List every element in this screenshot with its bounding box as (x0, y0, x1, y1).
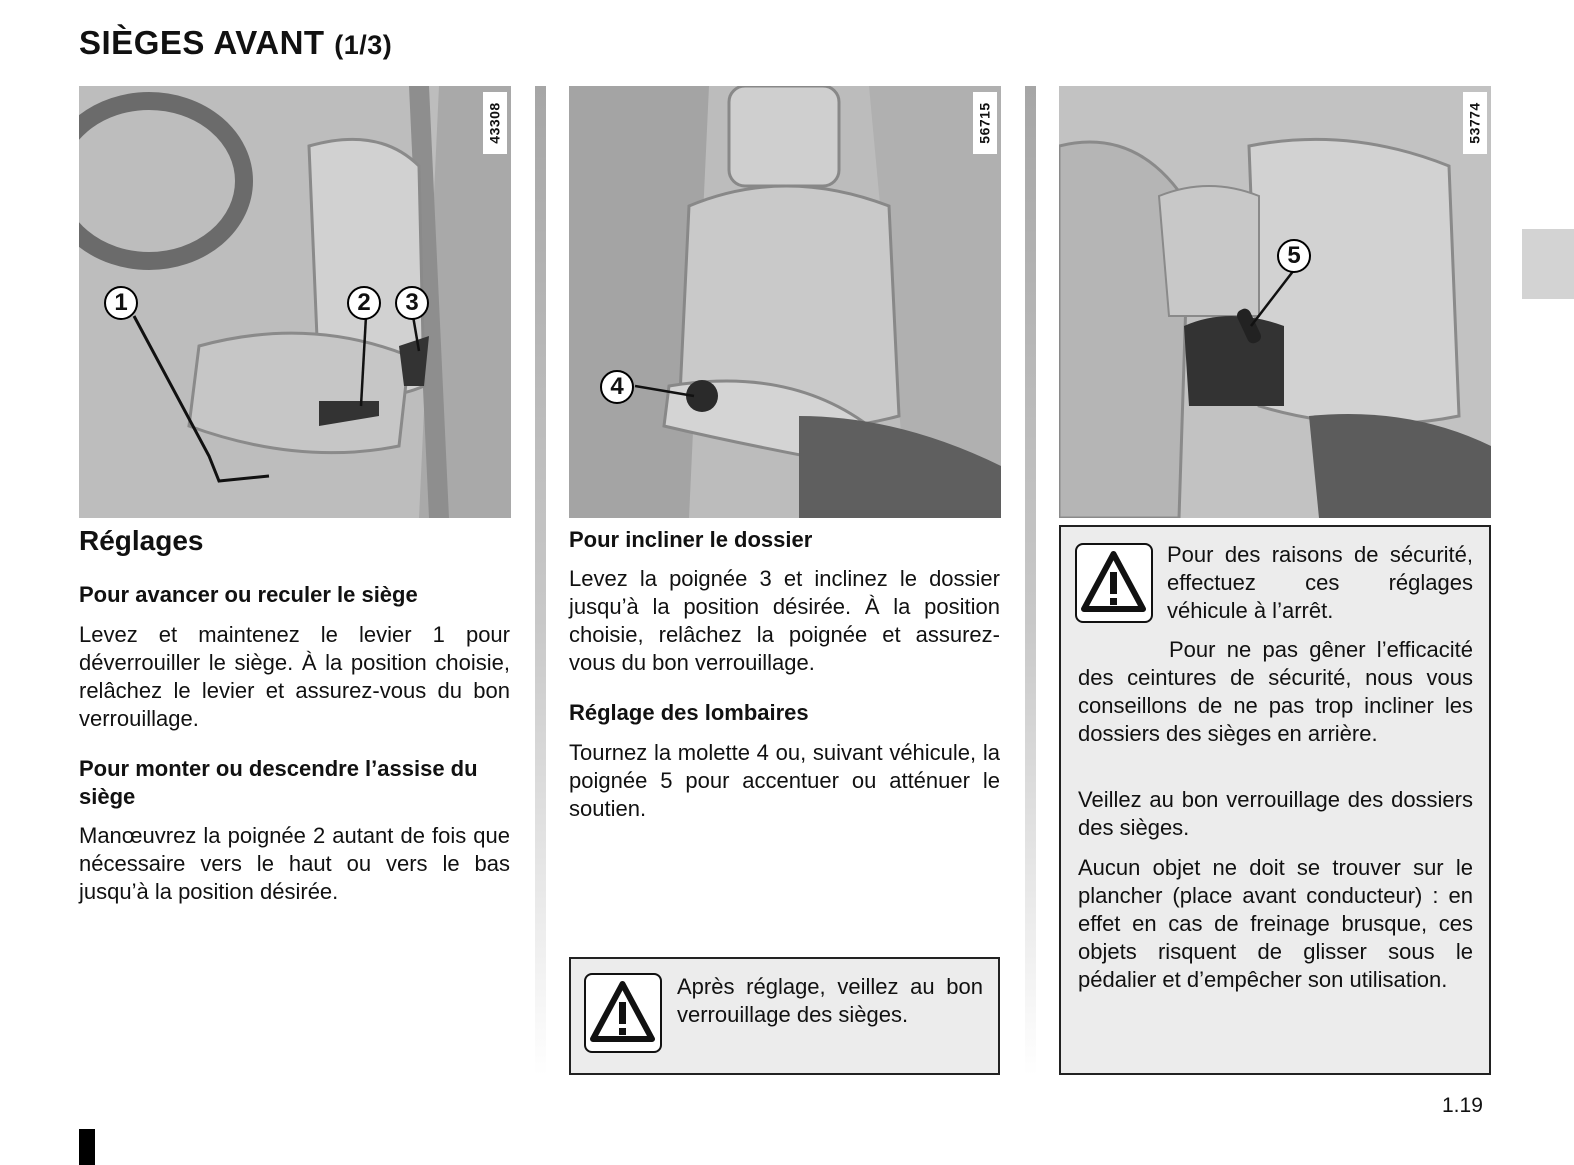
paragraph-raise-lower: Manœuvrez la poignée 2 autant de fois que nécessaire vers le haut ou vers le bas jusqu’à la position désirée. (79, 823, 510, 904)
section-tab-marker (1522, 229, 1574, 299)
seat-illustration-1 (79, 86, 511, 518)
warning-triangle-icon (584, 973, 662, 1053)
figure-code: 56715 (973, 92, 997, 154)
callout-3: 3 (395, 286, 429, 320)
page-title-part: (1/3) (334, 30, 393, 60)
warning-intro: Pour des raisons de sécurité, effectuez ces réglages véhicule à l’arrêt. (1167, 542, 1473, 623)
figure-seat-lumbar-handle (1059, 86, 1491, 518)
figure-seat-lumbar-knob (569, 86, 1001, 518)
warning-paragraph-lock-backrests: Veillez au bon verrouillage des dossiers des sièges. (1078, 787, 1473, 840)
page-title (79, 24, 392, 62)
callout-2: 2 (347, 286, 381, 320)
figure-code: 53774 (1463, 92, 1487, 154)
warning-box-lock (569, 957, 1000, 1075)
page-title-main: SIÈGES AVANT (79, 24, 325, 61)
page-number: 1.19 (1442, 1094, 1483, 1117)
subheading-recline: Pour incliner le dossier (569, 527, 813, 552)
figure-code: 43308 (483, 92, 507, 154)
crop-mark (79, 1129, 95, 1165)
warning-paragraph-seatbelts: Pour ne pas gêner l’efficacité des ceintures de sécurité, nous vous conseillons de ne pas trop incliner les dossiers des sièges en arrière. (1078, 637, 1473, 746)
paragraph-lumbar: Tournez la molette 4 ou, suivant véhicule, la poignée 5 pour accentuer ou atténuer le soutien. (569, 740, 1000, 821)
subheading-forward-back: Pour avancer ou reculer le siège (79, 582, 418, 607)
subheading-raise-lower: Pour monter ou descendre l’assise du siège (79, 756, 478, 809)
column-separator (535, 86, 546, 1076)
seat-illustration-2 (569, 86, 1001, 518)
callout-4: 4 (600, 370, 634, 404)
figure-seat-levers (79, 86, 511, 518)
callout-5: 5 (1277, 239, 1311, 273)
warning-triangle-icon (1075, 543, 1153, 623)
subheading-lumbar: Réglage des lombaires (569, 700, 809, 725)
warning-box-safety (1059, 525, 1491, 1075)
warning-text-lock: Après réglage, veillez au bon verrouillage des sièges. (677, 974, 983, 1027)
warning-paragraph-floor-objects: Aucun objet ne doit se trouver sur le plancher (place avant conducteur) : en effet en cas de freinage brusque, ces objets risquent de glisser sous le pédalier et d’empêcher son utilisation. (1078, 855, 1473, 992)
paragraph-recline: Levez la poignée 3 et inclinez le dossier jusqu’à la position désirée. À la position choisie, relâchez la poignée et assurez-vous du bon verrouillage. (569, 566, 1000, 675)
column-separator (1025, 86, 1036, 1076)
paragraph-forward-back: Levez et maintenez le levier 1 pour déverrouiller le siège. À la position choisie, relâchez le levier et assurez-vous du bon verrouillage. (79, 622, 510, 731)
section-heading: Réglages (79, 525, 204, 556)
seat-illustration-3 (1059, 86, 1491, 518)
callout-1: 1 (104, 286, 138, 320)
